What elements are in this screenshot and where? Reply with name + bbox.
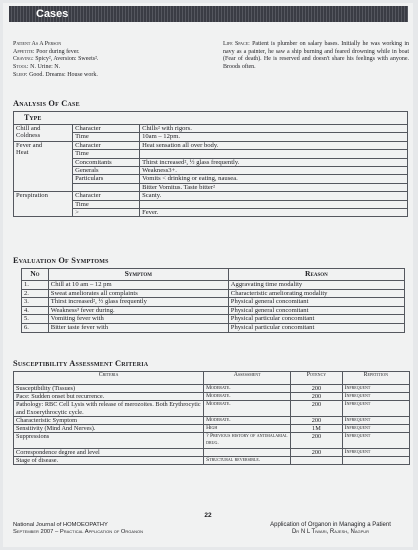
assessment-cell: High <box>204 425 291 433</box>
analysis-detail-cell <box>140 150 408 158</box>
symptoms-heading: Evaluation Of Symptoms <box>13 256 109 265</box>
analysis-detail-cell: 10am – 12pm. <box>140 133 408 141</box>
symptoms-header-cell: Symptom <box>48 269 228 281</box>
repetition-cell: Infrequent <box>342 393 409 401</box>
life-space-text: Patient is plumber on salary bases. Initially he was working in navy as a painter, he saw a ship burning and feared drowning while in boat (Fear of death). He is reserved and doesn't share his feelings with anyone. Broods often. <box>223 41 410 71</box>
intro-label: Craving: <box>13 56 34 63</box>
repetition-cell: Infrequent <box>342 401 409 416</box>
symptom-row <box>22 281 405 290</box>
susceptibility-row <box>14 456 410 464</box>
assessment-cell: ? Previous history of antimalarial drug. <box>204 433 291 448</box>
article-authors: Dr N L Tiwari, Rajesh, Nagpur <box>291 529 370 535</box>
analysis-type-line: Heat <box>16 149 29 157</box>
susceptibility-header-row <box>14 372 410 385</box>
symptoms-header-cell: No <box>22 269 49 281</box>
analysis-detail-cell: Heat sensation all over body. <box>140 141 408 149</box>
analysis-detail-cell: Fever. <box>140 209 408 217</box>
repetition-cell: Infrequent <box>342 448 409 456</box>
analysis-row <box>14 167 408 175</box>
analysis-detail-cell: Weakness3+. <box>140 167 408 175</box>
analysis-type-cell <box>14 125 73 142</box>
repetition-cell: Infrequent <box>342 416 409 424</box>
criteria-cell: Pathology: RBC Cell Lysis with release of merozoites. Both Erythrocytic and Exoerythrocytic cycle. <box>14 401 204 416</box>
criteria-cell: Characteristic Symptom <box>14 416 204 424</box>
analysis-aspect-cell: Generals <box>73 167 140 175</box>
intro-label: Appetite: <box>13 48 35 55</box>
symptom-reason-cell: Aggravating time modality <box>228 281 404 290</box>
symptom-number-cell: 4. <box>22 306 49 315</box>
intro-value: Poor during fever. <box>36 48 80 55</box>
analysis-row <box>14 133 408 141</box>
intro-line <box>13 41 208 49</box>
potency-cell: 200 <box>291 448 342 456</box>
symptom-text-cell: Chill at 10 am – 12 pm <box>48 281 228 290</box>
analysis-aspect-cell: Concomitants <box>73 158 140 166</box>
susceptibility-row <box>14 416 410 424</box>
analysis-row <box>14 125 408 133</box>
intro-value: Spicy², Aversion: Sweets². <box>35 56 99 63</box>
potency-cell: 200 <box>291 433 342 448</box>
assessment-cell: Structural reversible. <box>204 456 291 464</box>
susceptibility-row <box>14 425 410 433</box>
criteria-cell: Suppressions <box>14 433 204 448</box>
symptom-reason-cell: Physical general concomitant <box>228 298 404 307</box>
analysis-aspect-cell: Character <box>73 141 140 149</box>
assessment-cell: Moderate. <box>204 385 291 393</box>
analysis-detail-cell: Thirst increased², ½ glass frequently. <box>140 158 408 166</box>
life-space-label: Life Space: <box>223 41 250 47</box>
symptom-reason-cell: Characteristic ameliorating modality <box>228 289 404 298</box>
journal-footer <box>13 522 143 536</box>
symptom-reason-cell: Physical particular concomitant <box>228 323 404 332</box>
analysis-type-line: Fever and <box>16 141 43 149</box>
analysis-type-cell <box>14 192 73 217</box>
intro-line <box>13 64 208 72</box>
susceptibility-row <box>14 393 410 401</box>
susceptibility-table <box>13 371 410 465</box>
symptom-number-cell: 1. <box>22 281 49 290</box>
analysis-heading: Analysis Of Case <box>13 99 80 108</box>
intro-value: Good. Dreams: House work. <box>29 71 98 78</box>
analysis-row <box>14 150 408 158</box>
analysis-type-line: Perspiration <box>16 192 48 200</box>
susceptibility-header-cell: Assessment <box>204 372 291 385</box>
analysis-row <box>14 183 408 191</box>
analysis-detail-cell <box>140 200 408 208</box>
symptom-number-cell: 3. <box>22 298 49 307</box>
life-space <box>223 41 409 72</box>
symptoms-table <box>21 268 405 333</box>
analysis-type-line: Chill and <box>16 125 41 132</box>
analysis-type-line: Coldness <box>16 132 41 140</box>
assessment-cell: Moderate. <box>204 416 291 424</box>
analysis-detail-cell: Scanty. <box>140 192 408 200</box>
susceptibility-row <box>14 448 410 456</box>
analysis-row <box>14 158 408 166</box>
assessment-cell <box>204 448 291 456</box>
intro-line <box>13 49 208 57</box>
article-footer <box>248 522 413 536</box>
analysis-aspect-cell: Time <box>73 200 140 208</box>
analysis-aspect-cell: Time <box>73 133 140 141</box>
journal-page <box>3 3 413 547</box>
symptom-reason-cell: Physical general concomitant <box>228 306 404 315</box>
analysis-aspect-cell: Time <box>73 150 140 158</box>
potency-cell: 200 <box>291 385 342 393</box>
analysis-table <box>13 111 408 217</box>
symptom-row <box>22 289 405 298</box>
section-banner <box>9 6 408 22</box>
repetition-cell: Infrequent <box>342 385 409 393</box>
criteria-cell: Sensitivity (Mind And Nerves). <box>14 425 204 433</box>
criteria-cell: Pace: Sudden onset but recurrence. <box>14 393 204 401</box>
symptom-text-cell: Vomiting fever with <box>48 315 228 324</box>
criteria-cell: Susceptibility (Tissues) <box>14 385 204 393</box>
susceptibility-row <box>14 401 410 416</box>
intro-line <box>13 56 208 64</box>
symptom-number-cell: 2. <box>22 289 49 298</box>
analysis-aspect-cell: Character <box>73 125 140 133</box>
analysis-aspect-cell <box>73 183 140 191</box>
analysis-row <box>14 200 408 208</box>
susceptibility-header-cell: Repetition <box>342 372 409 385</box>
intro-label: Stool: <box>13 64 29 71</box>
symptom-text-cell: Bitter taste fever with <box>48 323 228 332</box>
symptom-row <box>22 323 405 332</box>
potency-cell: 200 <box>291 401 342 416</box>
susceptibility-header-cell: Criteria <box>14 372 204 385</box>
intro-value: N. Urine: N. <box>30 64 61 71</box>
symptom-text-cell: Weakness³ fever during. <box>48 306 228 315</box>
symptom-row <box>22 315 405 324</box>
analysis-type-header: Type <box>14 112 408 125</box>
analysis-aspect-cell: > <box>73 209 140 217</box>
susceptibility-heading: Susceptibility Assessment Criteria <box>13 359 149 368</box>
symptoms-header-cell: Reason <box>228 269 404 281</box>
article-title: Application of Organon in Managing a Patient <box>270 522 391 528</box>
criteria-cell: Correspondence degree and level <box>14 448 204 456</box>
intro-label: Patient As A Person <box>13 41 62 47</box>
journal-issue: September 2007 – Practical Application of Organon <box>13 529 143 535</box>
analysis-detail-cell: Chills² with rigors. <box>140 125 408 133</box>
potency-cell: 200 <box>291 416 342 424</box>
analysis-aspect-cell: Particulars <box>73 175 140 183</box>
susceptibility-row <box>14 433 410 448</box>
symptom-text-cell: Sweat ameliorates all complaints <box>48 289 228 298</box>
analysis-row <box>14 209 408 217</box>
potency-cell: 1M <box>291 425 342 433</box>
analysis-type-cell <box>14 141 73 191</box>
analysis-row <box>14 175 408 183</box>
potency-cell: 200 <box>291 393 342 401</box>
journal-name: National Journal of HOMOEOPATHY <box>13 522 108 528</box>
repetition-cell: Infrequent <box>342 425 409 433</box>
assessment-cell: Moderate. <box>204 401 291 416</box>
symptom-row <box>22 306 405 315</box>
symptom-number-cell: 5. <box>22 315 49 324</box>
analysis-detail-cell: Vomits < drinking or eating, nausea. <box>140 175 408 183</box>
symptoms-header-row <box>22 269 405 281</box>
potency-cell <box>291 456 342 464</box>
analysis-header-row <box>14 112 408 125</box>
symptom-row <box>22 298 405 307</box>
assessment-cell: Moderate. <box>204 393 291 401</box>
intro-line <box>13 72 208 80</box>
page-number: 22 <box>204 512 212 519</box>
analysis-row <box>14 192 408 200</box>
susceptibility-row <box>14 385 410 393</box>
criteria-cell: Stage of disease. <box>14 456 204 464</box>
symptom-reason-cell: Physical particular concomitant <box>228 315 404 324</box>
banner-title: Cases <box>36 8 69 20</box>
repetition-cell: Infrequent <box>342 433 409 448</box>
patient-as-person <box>13 41 208 80</box>
intro-label: Sleep: <box>13 71 28 78</box>
repetition-cell <box>342 456 409 464</box>
analysis-aspect-cell: Character <box>73 192 140 200</box>
symptom-text-cell: Thirst increased², ½ glass frequently <box>48 298 228 307</box>
susceptibility-header-cell: Potency <box>291 372 342 385</box>
analysis-row <box>14 141 408 149</box>
analysis-detail-cell: Bitter Vomitus. Taste bitter² <box>140 183 408 191</box>
symptom-number-cell: 6. <box>22 323 49 332</box>
